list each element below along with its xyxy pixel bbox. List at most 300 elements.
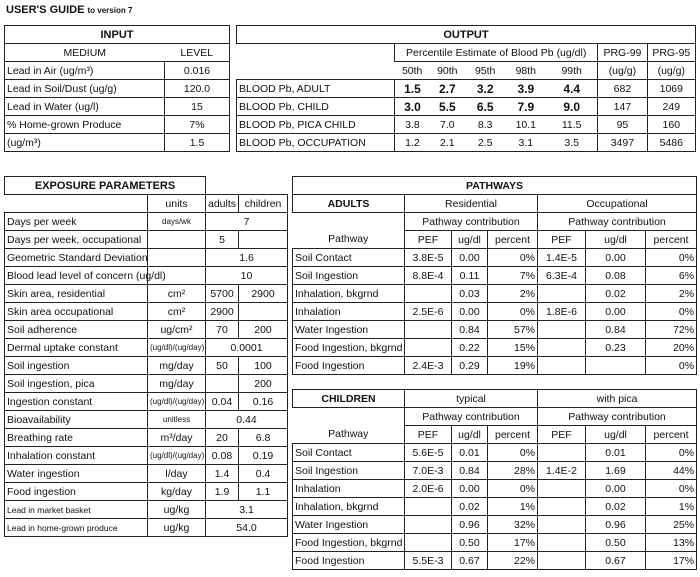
pathway-blank bbox=[293, 408, 405, 426]
percent-value: 1% bbox=[646, 498, 697, 516]
pathway-row bbox=[293, 552, 697, 570]
percent-value: 57% bbox=[488, 321, 538, 339]
pathways-header: PATHWAYS bbox=[293, 177, 697, 195]
ugdl-value: 0.00 bbox=[452, 303, 488, 321]
exposure-row bbox=[5, 465, 288, 483]
percentile-value: 3.8 bbox=[395, 116, 430, 134]
parameter-children: 6.8 bbox=[239, 429, 288, 447]
percentile-value: 3.0 bbox=[395, 98, 430, 116]
percentile-value: 1.5 bbox=[395, 80, 430, 98]
exposure-row bbox=[5, 393, 288, 411]
parameter-units: (ug/dl)/(ug/day) bbox=[148, 339, 206, 357]
parameter-adults: 70 bbox=[206, 321, 239, 339]
ugdl-value: 0.08 bbox=[586, 267, 646, 285]
parameter-adults: 5 bbox=[206, 231, 239, 249]
parameter-adults: 5700 bbox=[206, 285, 239, 303]
pef-value: 2.4E-3 bbox=[405, 357, 452, 375]
input-value: 0.016 bbox=[165, 62, 230, 80]
percent-value: 13% bbox=[646, 534, 697, 552]
pathway-label: Food Ingestion, bkgrnd bbox=[293, 534, 405, 552]
output-label: BLOOD Pb, CHILD bbox=[237, 98, 395, 116]
percent-value: 32% bbox=[488, 516, 538, 534]
output-blank bbox=[237, 44, 395, 62]
pathway-label: Soil Ingestion bbox=[293, 267, 405, 285]
percentile-value: 1.2 bbox=[395, 134, 430, 152]
pef-value: 2.0E-6 bbox=[405, 480, 452, 498]
pef-value bbox=[538, 285, 586, 303]
exposure-blank bbox=[206, 177, 288, 195]
percent-value: 20% bbox=[646, 339, 697, 357]
output-label: BLOOD Pb, PICA CHILD bbox=[237, 116, 395, 134]
parameter-children: 0.4 bbox=[239, 465, 288, 483]
parameter-children: 0.19 bbox=[239, 447, 288, 465]
ugdl-value: 0.22 bbox=[452, 339, 488, 357]
col-ugdl: ug/dl bbox=[452, 426, 488, 444]
prg99-value: 147 bbox=[598, 98, 647, 116]
ugdl-value: 0.67 bbox=[586, 552, 646, 570]
parameter-children: 0.16 bbox=[239, 393, 288, 411]
pef-value: 1.8E-6 bbox=[538, 303, 586, 321]
exposure-header: EXPOSURE PARAMETERS bbox=[5, 177, 206, 195]
output-row bbox=[237, 134, 696, 152]
parameter-children: 200 bbox=[239, 321, 288, 339]
input-label: Lead in Soil/Dust (ug/g) bbox=[5, 80, 165, 98]
input-value: 15 bbox=[165, 98, 230, 116]
prg95-unit: (ug/g) bbox=[647, 62, 695, 80]
parameter-value: 0.44 bbox=[206, 411, 288, 429]
pathway-label: Inhalation bbox=[293, 303, 405, 321]
parameter-value: 7 bbox=[206, 213, 288, 231]
percent-value: 0% bbox=[488, 444, 538, 462]
exposure-row bbox=[5, 519, 288, 537]
parameter-children: 200 bbox=[239, 375, 288, 393]
pathway-label: Inhalation, bkgrnd bbox=[293, 498, 405, 516]
pathway-label: Inhalation, bkgrnd bbox=[293, 285, 405, 303]
percent-value: 0% bbox=[646, 303, 697, 321]
pathway-row bbox=[293, 357, 697, 375]
output-blank bbox=[237, 62, 395, 80]
input-value: 7% bbox=[165, 116, 230, 134]
pathway-row bbox=[293, 498, 697, 516]
ugdl-value: 0.00 bbox=[452, 249, 488, 267]
output-row bbox=[237, 116, 696, 134]
pathway-row bbox=[293, 285, 697, 303]
pef-value bbox=[405, 339, 452, 357]
percent-value: 0% bbox=[488, 249, 538, 267]
pef-value: 1.4E-2 bbox=[538, 462, 586, 480]
percent-value: 2% bbox=[488, 285, 538, 303]
prg99-unit: (ug/g) bbox=[598, 62, 647, 80]
pathway-label: Food Ingestion, bkgrnd bbox=[293, 339, 405, 357]
children-group1: typical bbox=[405, 390, 538, 408]
percentile-label: 95th bbox=[474, 64, 496, 77]
ugdl-value: 0.00 bbox=[586, 480, 646, 498]
parameter-value: 0.0001 bbox=[206, 339, 288, 357]
adults-colhead-row bbox=[293, 231, 697, 249]
col-pef: PEF bbox=[538, 426, 586, 444]
input-label: % Home-grown Produce bbox=[5, 116, 165, 134]
prg99-value: 3497 bbox=[598, 134, 647, 152]
percentile-value: 2.1 bbox=[430, 134, 465, 152]
parameter-label: Soil ingestion, pica bbox=[5, 375, 148, 393]
pathway-row bbox=[293, 321, 697, 339]
parameter-label: Bioavailability bbox=[5, 411, 148, 429]
col-pef: PEF bbox=[405, 231, 452, 249]
percent-value: 0% bbox=[646, 249, 697, 267]
pef-value bbox=[405, 321, 452, 339]
parameter-units: ug/kg bbox=[148, 501, 206, 519]
parameter-units: cm² bbox=[148, 303, 206, 321]
prg95-header: PRG-95 bbox=[647, 44, 695, 62]
percent-value: 17% bbox=[646, 552, 697, 570]
parameter-label: Days per week bbox=[5, 213, 148, 231]
col-percent: percent bbox=[488, 231, 538, 249]
parameter-label: Lead in market basket bbox=[5, 501, 148, 519]
pathway-row bbox=[293, 462, 697, 480]
exposure-row bbox=[5, 213, 288, 231]
output-label: BLOOD Pb, ADULT bbox=[237, 80, 395, 98]
ugdl-value: 0.84 bbox=[586, 321, 646, 339]
parameter-label: Blood lead level of concern (ug/dl) bbox=[5, 267, 148, 285]
col-medium: MEDIUM bbox=[5, 44, 165, 62]
parameter-adults: 2900 bbox=[206, 303, 239, 321]
parameter-units: unitless bbox=[148, 411, 206, 429]
col-pef: PEF bbox=[405, 426, 452, 444]
pef-value: 8.8E-4 bbox=[405, 267, 452, 285]
subtitle-text: to version 7 bbox=[87, 6, 133, 15]
parameter-units: l/day bbox=[148, 465, 206, 483]
percentile-value: 8.3 bbox=[465, 116, 506, 134]
pathway-row bbox=[293, 249, 697, 267]
parameter-units: kg/day bbox=[148, 483, 206, 501]
parameter-adults: 0.04 bbox=[206, 393, 239, 411]
col-pef: PEF bbox=[538, 231, 586, 249]
adults-title: ADULTS bbox=[293, 195, 405, 213]
percent-value: 15% bbox=[488, 339, 538, 357]
pathway-row bbox=[293, 444, 697, 462]
percent-value: 1% bbox=[488, 498, 538, 516]
parameter-adults: 1.4 bbox=[206, 465, 239, 483]
parameter-units: (ug/dl)/(ug/day) bbox=[148, 393, 206, 411]
parameter-children: 1.1 bbox=[239, 483, 288, 501]
input-label: Lead in Water (ug/l) bbox=[5, 98, 165, 116]
exposure-row bbox=[5, 501, 288, 519]
parameter-children: 2900 bbox=[239, 285, 288, 303]
children-group2: with pica bbox=[538, 390, 697, 408]
percentile-label: 99th bbox=[561, 64, 582, 77]
pathway-row bbox=[293, 267, 697, 285]
percent-value: 72% bbox=[646, 321, 697, 339]
percentile-value: 7.9 bbox=[505, 98, 546, 116]
pef-value bbox=[538, 480, 586, 498]
ugdl-value: 0.01 bbox=[586, 444, 646, 462]
parameter-children: 100 bbox=[239, 357, 288, 375]
ugdl-value: 0.29 bbox=[452, 357, 488, 375]
pathways-spacer bbox=[293, 375, 697, 390]
percent-value: 28% bbox=[488, 462, 538, 480]
pathway-contribution: Pathway contribution bbox=[538, 408, 697, 426]
pathway-row bbox=[293, 480, 697, 498]
exposure-blank bbox=[5, 195, 148, 213]
col-children: children bbox=[239, 195, 288, 213]
children-title: CHILDREN bbox=[293, 390, 405, 408]
pef-value bbox=[405, 516, 452, 534]
ugdl-value: 0.00 bbox=[452, 480, 488, 498]
percentile-value: 6.5 bbox=[465, 98, 506, 116]
percent-value: 44% bbox=[646, 462, 697, 480]
parameter-children bbox=[239, 231, 288, 249]
percentile-label: 90th bbox=[437, 64, 458, 77]
pef-value bbox=[538, 552, 586, 570]
pef-value bbox=[538, 339, 586, 357]
col-ugdl: ug/dl bbox=[452, 231, 488, 249]
ugdl-value: 0.50 bbox=[586, 534, 646, 552]
pef-value bbox=[538, 444, 586, 462]
input-row bbox=[5, 80, 230, 98]
parameter-units: ug/kg bbox=[148, 519, 206, 537]
pathway-contribution: Pathway contribution bbox=[405, 213, 538, 231]
prg99-header: PRG-99 bbox=[598, 44, 647, 62]
parameter-units: m³/day bbox=[148, 429, 206, 447]
percent-value: 19% bbox=[488, 357, 538, 375]
percent-value: 2% bbox=[646, 285, 697, 303]
pef-value bbox=[538, 516, 586, 534]
parameter-label: Soil adherence bbox=[5, 321, 148, 339]
exposure-row bbox=[5, 357, 288, 375]
percentile-value: 10.1 bbox=[505, 116, 546, 134]
percentile-header: Percentile Estimate of Blood Pb (ug/dl) bbox=[395, 44, 598, 62]
pathway-contribution: Pathway contribution bbox=[538, 213, 697, 231]
input-table bbox=[4, 25, 230, 152]
adults-contrib-row bbox=[293, 213, 697, 231]
output-row bbox=[237, 98, 696, 116]
parameter-units: mg/day bbox=[148, 357, 206, 375]
pef-value bbox=[538, 498, 586, 516]
pathway-label: Soil Ingestion bbox=[293, 462, 405, 480]
exposure-row bbox=[5, 375, 288, 393]
parameter-label: Days per week, occupational bbox=[5, 231, 148, 249]
pathways-table bbox=[292, 176, 697, 570]
exposure-table bbox=[4, 176, 288, 537]
exposure-row bbox=[5, 231, 288, 249]
ugdl-value: 0.96 bbox=[452, 516, 488, 534]
children-colhead-row bbox=[293, 426, 697, 444]
pef-value: 7.0E-3 bbox=[405, 462, 452, 480]
percentile-value: 2.5 bbox=[465, 134, 506, 152]
ugdl-value: 0.03 bbox=[452, 285, 488, 303]
col-ugdl: ug/dl bbox=[586, 231, 646, 249]
prg95-value: 249 bbox=[647, 98, 695, 116]
parameter-units: mg/day bbox=[148, 375, 206, 393]
percentile-value: 7.0 bbox=[430, 116, 465, 134]
pef-value: 3.8E-5 bbox=[405, 249, 452, 267]
col-ugdl: ug/dl bbox=[586, 426, 646, 444]
output-label: BLOOD Pb, OCCUPATION bbox=[237, 134, 395, 152]
percentile-label: 50th bbox=[401, 64, 423, 77]
ugdl-value: 0.84 bbox=[452, 462, 488, 480]
input-value: 1.5 bbox=[165, 134, 230, 152]
prg95-value: 5486 bbox=[647, 134, 695, 152]
percentile-value: 9.0 bbox=[546, 98, 598, 116]
percentile-value: 2.7 bbox=[430, 80, 465, 98]
pathway-label: Food Ingestion bbox=[293, 552, 405, 570]
parameter-children bbox=[239, 303, 288, 321]
pef-value bbox=[405, 498, 452, 516]
output-row bbox=[237, 80, 696, 98]
parameter-label: Skin area, residential bbox=[5, 285, 148, 303]
percent-value: 22% bbox=[488, 552, 538, 570]
percent-value: 0% bbox=[646, 480, 697, 498]
percent-value: 6% bbox=[646, 267, 697, 285]
ugdl-value: 1.69 bbox=[586, 462, 646, 480]
title-text: USER'S GUIDE bbox=[6, 4, 85, 16]
parameter-units bbox=[148, 249, 206, 267]
parameter-adults: 0.08 bbox=[206, 447, 239, 465]
parameter-label: Skin area occupational bbox=[5, 303, 148, 321]
pathway-row bbox=[293, 303, 697, 321]
percent-value: 0% bbox=[488, 480, 538, 498]
percentile-value: 3.1 bbox=[505, 134, 546, 152]
parameter-adults: 20 bbox=[206, 429, 239, 447]
page-title bbox=[6, 4, 132, 16]
parameter-label: Inhalation constant bbox=[5, 447, 148, 465]
output-header: OUTPUT bbox=[237, 26, 696, 44]
pathway-row bbox=[293, 534, 697, 552]
pef-value bbox=[538, 357, 586, 375]
pef-value: 1.4E-5 bbox=[538, 249, 586, 267]
pathway-label: Soil Contact bbox=[293, 444, 405, 462]
ugdl-value: 0.96 bbox=[586, 516, 646, 534]
ugdl-value: 0.84 bbox=[452, 321, 488, 339]
col-units: units bbox=[148, 195, 206, 213]
pathway-label: Inhalation bbox=[293, 480, 405, 498]
ugdl-value: 0.02 bbox=[452, 498, 488, 516]
pathway-label: Soil Contact bbox=[293, 249, 405, 267]
ugdl-value: 0.02 bbox=[586, 498, 646, 516]
pef-value: 5.6E-5 bbox=[405, 444, 452, 462]
ugdl-value: 0.00 bbox=[586, 249, 646, 267]
parameter-units: ug/cm² bbox=[148, 321, 206, 339]
percent-value: 17% bbox=[488, 534, 538, 552]
input-row bbox=[5, 116, 230, 134]
percentile-value: 4.4 bbox=[546, 80, 598, 98]
col-adults: adults bbox=[206, 195, 239, 213]
ugdl-value: 0.02 bbox=[586, 285, 646, 303]
parameter-value: 3.1 bbox=[206, 501, 288, 519]
adults-group1: Residential bbox=[405, 195, 538, 213]
parameter-label: Dermal uptake constant bbox=[5, 339, 148, 357]
prg95-value: 160 bbox=[647, 116, 695, 134]
exposure-row bbox=[5, 447, 288, 465]
percentile-value: 3.2 bbox=[465, 80, 506, 98]
col-pathway: Pathway bbox=[328, 233, 369, 246]
pef-value bbox=[538, 534, 586, 552]
pef-value: 5.5E-3 bbox=[405, 552, 452, 570]
parameter-units: cm² bbox=[148, 285, 206, 303]
parameter-adults: 50 bbox=[206, 357, 239, 375]
parameter-units bbox=[148, 231, 206, 249]
percentile-label: 98th bbox=[515, 64, 537, 77]
exposure-row bbox=[5, 339, 288, 357]
exposure-row bbox=[5, 429, 288, 447]
exposure-row bbox=[5, 285, 288, 303]
percent-value: 0% bbox=[488, 303, 538, 321]
input-label: Lead in Air (ug/m³) bbox=[5, 62, 165, 80]
input-row bbox=[5, 62, 230, 80]
pef-value bbox=[405, 285, 452, 303]
pef-value bbox=[538, 321, 586, 339]
input-row bbox=[5, 98, 230, 116]
pathway-label: Food Ingestion bbox=[293, 357, 405, 375]
parameter-units: (ug/dl)/(ug/day) bbox=[148, 447, 206, 465]
input-header: INPUT bbox=[5, 26, 230, 44]
parameter-label: Geometric Standard Deviation bbox=[5, 249, 148, 267]
exposure-row bbox=[5, 483, 288, 501]
pathway-contribution: Pathway contribution bbox=[405, 408, 538, 426]
parameter-value: 1.6 bbox=[206, 249, 288, 267]
percent-value: 25% bbox=[646, 516, 697, 534]
parameter-label: Water ingestion bbox=[5, 465, 148, 483]
col-level: LEVEL bbox=[165, 44, 230, 62]
col-percent: percent bbox=[646, 426, 697, 444]
ugdl-value: 0.50 bbox=[452, 534, 488, 552]
adults-group-row bbox=[293, 195, 697, 213]
input-label: (ug/m³) bbox=[5, 134, 165, 152]
parameter-adults bbox=[206, 375, 239, 393]
pathway-label: Water Ingestion bbox=[293, 321, 405, 339]
parameter-label: Breathing rate bbox=[5, 429, 148, 447]
prg95-value: 1069 bbox=[647, 80, 695, 98]
ugdl-value: 0.23 bbox=[586, 339, 646, 357]
prg99-value: 682 bbox=[598, 80, 647, 98]
pathway-blank bbox=[293, 213, 405, 231]
parameter-label: Soil ingestion bbox=[5, 357, 148, 375]
percentile-value: 3.9 bbox=[505, 80, 546, 98]
ugdl-value: 0.01 bbox=[452, 444, 488, 462]
input-value: 120.0 bbox=[165, 80, 230, 98]
ugdl-value bbox=[586, 357, 646, 375]
exposure-row bbox=[5, 303, 288, 321]
pef-value: 6.3E-4 bbox=[538, 267, 586, 285]
percent-value: 0% bbox=[646, 444, 697, 462]
percentile-value: 5.5 bbox=[430, 98, 465, 116]
ugdl-value: 0.67 bbox=[452, 552, 488, 570]
percent-value: 0% bbox=[646, 357, 697, 375]
pef-value: 2.5E-6 bbox=[405, 303, 452, 321]
children-group-row bbox=[293, 390, 697, 408]
pathway-label: Water Ingestion bbox=[293, 516, 405, 534]
col-pathway: Pathway bbox=[328, 428, 369, 441]
col-percent: percent bbox=[488, 426, 538, 444]
pef-value bbox=[405, 534, 452, 552]
parameter-label: Ingestion constant bbox=[5, 393, 148, 411]
children-contrib-row bbox=[293, 408, 697, 426]
exposure-row bbox=[5, 321, 288, 339]
exposure-row bbox=[5, 411, 288, 429]
percent-value: 7% bbox=[488, 267, 538, 285]
ugdl-value: 0.00 bbox=[586, 303, 646, 321]
parameter-adults: 1.9 bbox=[206, 483, 239, 501]
parameter-label: Lead in home-grown produce bbox=[5, 519, 148, 537]
parameter-value: 54.0 bbox=[206, 519, 288, 537]
pathway-row bbox=[293, 339, 697, 357]
parameter-units: days/wk bbox=[148, 213, 206, 231]
exposure-row bbox=[5, 267, 288, 285]
col-percent: percent bbox=[646, 231, 697, 249]
percentile-value: 3.5 bbox=[546, 134, 598, 152]
adults-group2: Occupational bbox=[538, 195, 697, 213]
parameter-value: 10 bbox=[206, 267, 288, 285]
